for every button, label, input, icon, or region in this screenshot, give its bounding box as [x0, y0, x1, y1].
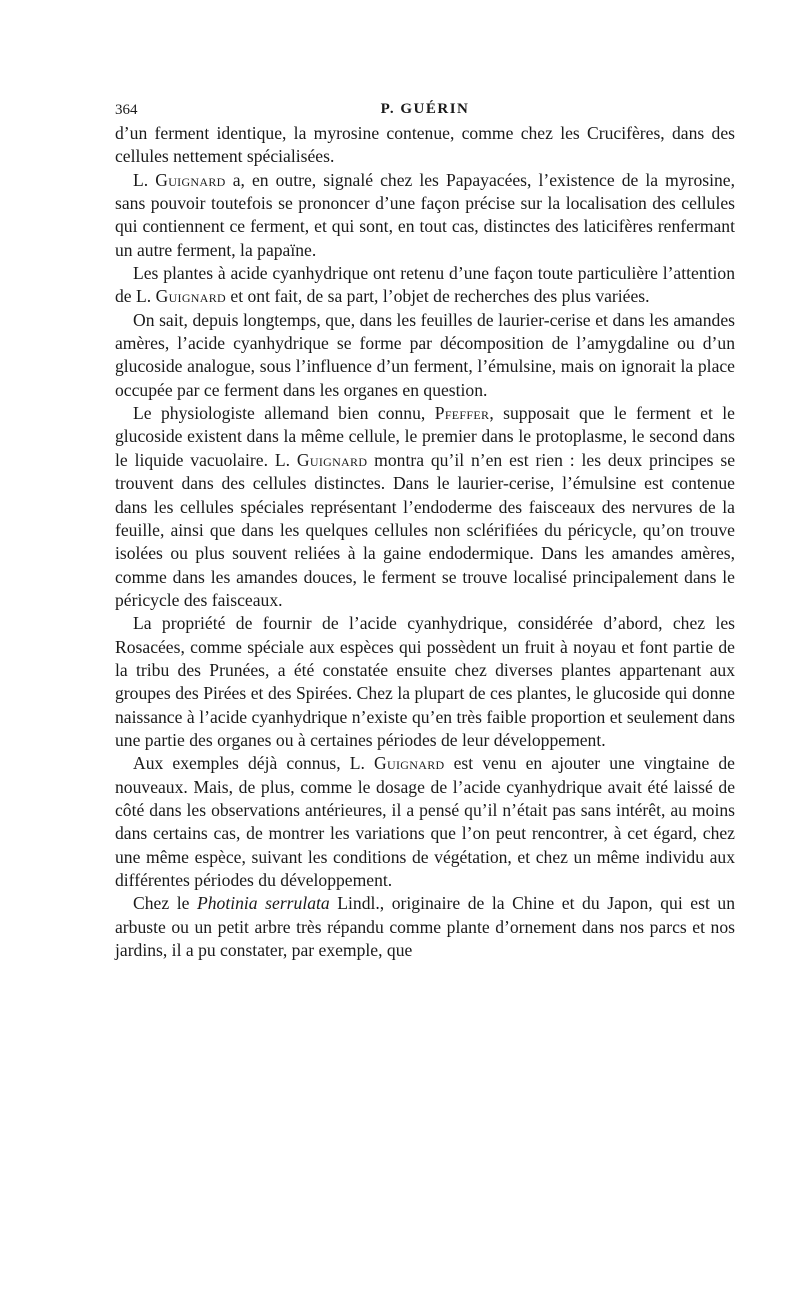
- running-title: P. GUÉRIN: [380, 101, 470, 117]
- author-name: Guignard: [374, 753, 445, 774]
- paragraph: [115, 122, 735, 169]
- text-run: , supposait que le ferment et le glucoside existent dans la même cellule, le premier dans le protoplasme, le second dans le liquide vacuolaire. L.: [115, 403, 735, 470]
- text-run: L.: [133, 169, 156, 190]
- paragraph: [115, 262, 735, 309]
- paragraph: [115, 169, 735, 262]
- paragraph: [115, 309, 735, 402]
- paragraph: [115, 752, 735, 892]
- paragraph: [115, 612, 735, 752]
- author-name: Guignard: [155, 286, 226, 307]
- text-run: et ont fait, de sa part, l’objet de recherches des plus variées.: [226, 286, 650, 307]
- paragraph: [115, 402, 735, 612]
- text-run: Lindl., originaire de la Chine et du Japon, qui est un arbuste ou un petit arbre très répandu comme plante d’ornement dans nos parcs et nos jardins, il a pu constater, par exemple, que: [115, 893, 736, 961]
- page: [115, 92, 735, 962]
- text-run: d’un ferment identique, la myrosine contenue, comme chez les Crucifères, dans des cellules nettement spécialisées.: [115, 123, 735, 167]
- text-run: Aux exemples déjà connus, L.: [133, 753, 375, 774]
- text-run: Le physiologiste allemand bien connu,: [133, 403, 435, 424]
- running-head: [115, 92, 735, 122]
- text-run: est venu en ajouter une vingtaine de nouveaux. Mais, de plus, comme le dosage de l’acide cyanhydrique avait été laissé de côté dans les observations antérieures, il a pensé qu’il n’était pas sans intérêt, au moins dans certains cas, de montrer les variations que l’on peut rencontrer, à cet égard, chez une même espèce, suivant les conditions de végétation, et chez un même individu aux différentes périodes du développement.: [115, 753, 735, 890]
- text-run: a, en outre, signalé chez les Papayacées, l’existence de la myrosine, sans pouvoir toutefois se prononcer d’une façon précise sur la localisation des cellules qui contiennent ce ferment, et qui sont, en tout cas, distinctes des laticifères renfermant un autre ferment, la papaïne.: [115, 169, 736, 260]
- text-run: Chez le: [133, 893, 197, 914]
- text-run: montra qu’il n’en est rien : les deux principes se trouvent dans des cellules distinctes. Dans le laurier-cerise, l’émulsine est contenue dans les cellules spéciales représentant l’endoderme des faisceaux des nervures de la feuille, ainsi que dans les quelques cellules non sclérifiées du péricycle, qu’on trouve isolées ou plus souvent reliées à la gaine endodermique. Dans les amandes amères, comme dans les amandes douces, le ferment se trouve localisé principalement dans le péricycle des faisceaux.: [115, 449, 736, 610]
- body-text: [115, 122, 735, 962]
- author-name: Pfeffer: [434, 403, 490, 424]
- text-run: On sait, depuis longtemps, que, dans les feuilles de laurier-cerise et dans les amandes amères, l’acide cyanhydrique se forme par décomposition de l’amygdaline ou d’un glucoside analogue, sous l’influence d’un ferment, l’émulsine, mais on ignorait la place occupée par ce ferment dans les organes en question.: [115, 309, 735, 400]
- text-run: La propriété de fournir de l’acide cyanhydrique, considérée d’abord, chez les Rosacées, comme spéciale aux espèces qui possèdent un fruit à noyau et font partie de la tribu des Prunées, a été constatée ensuite chez diverses plantes appartenant aux groupes des Pirées et des Spirées. Chez la plupart de ces plantes, le glucoside qui donne naissance à l’acide cyanhydrique n’existe qu’en très faible proportion et seulement dans une partie des organes ou à certaines périodes de leur développement.: [115, 613, 735, 750]
- author-name: Guignard: [296, 449, 368, 470]
- page-number: 364: [115, 102, 138, 118]
- author-name: Guignard: [155, 169, 226, 190]
- text-run: Les plantes à acide cyanhydrique ont retenu d’une façon toute particulière l’attention de L.: [115, 263, 735, 307]
- paragraph: [115, 892, 735, 962]
- species-name: Photinia serrulata: [197, 893, 330, 914]
